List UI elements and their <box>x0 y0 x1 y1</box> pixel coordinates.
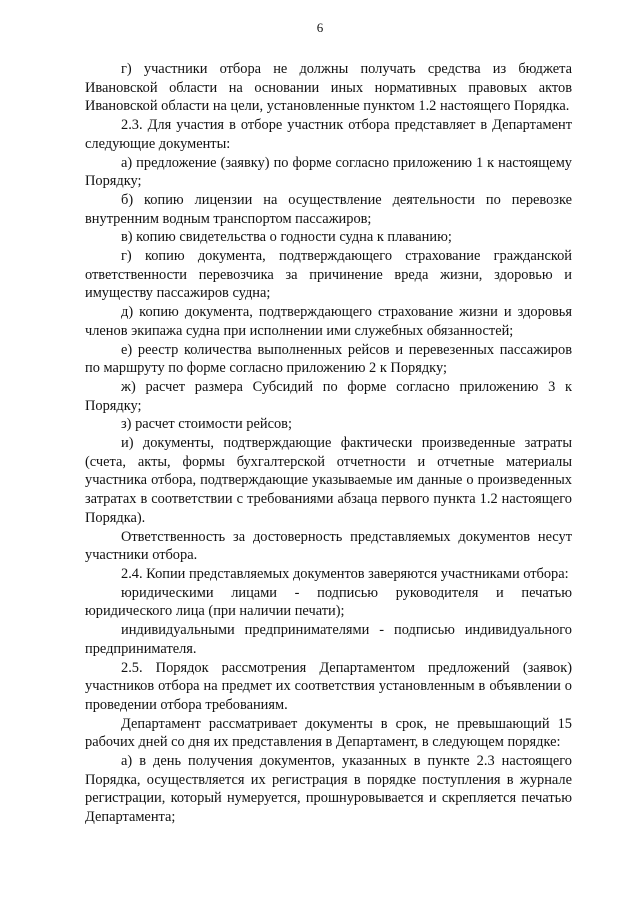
paragraph-item-b-license: б) копию лицензии на осуществление деятельности по перевозке внутренним водным транспортом пассажиров; <box>85 191 572 227</box>
paragraph-item-g-liability-insurance: г) копию документа, подтверждающего страхование гражданской ответственности перевозчика за причинение вреда жизни, здоровью и имуществу пассажиров судна; <box>85 248 572 302</box>
document-body <box>85 60 572 827</box>
paragraph-2-4: 2.4. Копии представляемых документов заверяются участниками отбора: <box>121 565 569 582</box>
page-number: 6 <box>316 20 324 35</box>
paragraph-item-e-registry: е) реестр количества выполненных рейсов и перевезенных пассажиров по маршруту по форме согласно приложению 2 к Порядку; <box>85 341 572 377</box>
paragraph-responsibility: Ответственность за достоверность представляемых документов несут участники отбора. <box>85 528 572 564</box>
paragraph-item-i-documents: и) документы, подтверждающие фактически произведенные затраты (счета, акты, формы бухгалтерской отчетности и отчетные материалы участника отбора, подтверждающие указываемые им данные о произведенных затратах в соответствии с требованиями абзаца первого пункта 1.2 настоящего Порядка). <box>85 435 572 526</box>
paragraph-2-3: 2.3. Для участия в отборе участник отбора представляет в Департамент следующие документы: <box>85 117 572 152</box>
paragraph-item-a-registration: а) в день получения документов, указанных в пункте 2.3 настоящего Порядка, осуществляется их регистрация в порядке поступления в журнале регистрации, который нумеруется, прошнуровывается и скрепляется печатью Департамента; <box>85 753 572 826</box>
paragraph-participants-no-funds: г) участники отбора не должны получать средства из бюджета Ивановской области на основании иных нормативных правовых актов Ивановской области на цели, установленные пунктом 1.2 настоящего Порядка. <box>85 61 572 115</box>
paragraph-entrepreneurs: индивидуальными предпринимателями - подписью индивидуального предпринимателя. <box>85 622 572 657</box>
paragraph-item-d-crew-insurance: д) копию документа, подтверждающего страхование жизни и здоровья членов экипажа судна при исполнении ими служебных обязанностей; <box>85 304 572 339</box>
paragraph-item-zh-calculation: ж) расчет размера Субсидий по форме согласно приложению 3 к Порядку; <box>85 378 572 414</box>
paragraph-item-z-cost: з) расчет стоимости рейсов; <box>121 416 292 433</box>
paragraph-legal-entities: юридическими лицами - подписью руководителя и печатью юридического лица (при наличии печати); <box>85 584 572 620</box>
paragraph-item-a-application: а) предложение (заявку) по форме согласно приложению 1 к настоящему Порядку; <box>85 154 572 190</box>
paragraph-2-5: 2.5. Порядок рассмотрения Департаментом предложений (заявок) участников отбора на предмет их соответствия установленным в объявлении о проведении отбора требованиям. <box>85 659 572 713</box>
paragraph-review-period: Департамент рассматривает документы в срок, не превышающий 15 рабочих дней со дня их представления в Департамент, в следующем порядке: <box>85 715 572 751</box>
paragraph-item-v-certificate: в) копию свидетельства о годности судна к плаванию; <box>121 229 452 246</box>
